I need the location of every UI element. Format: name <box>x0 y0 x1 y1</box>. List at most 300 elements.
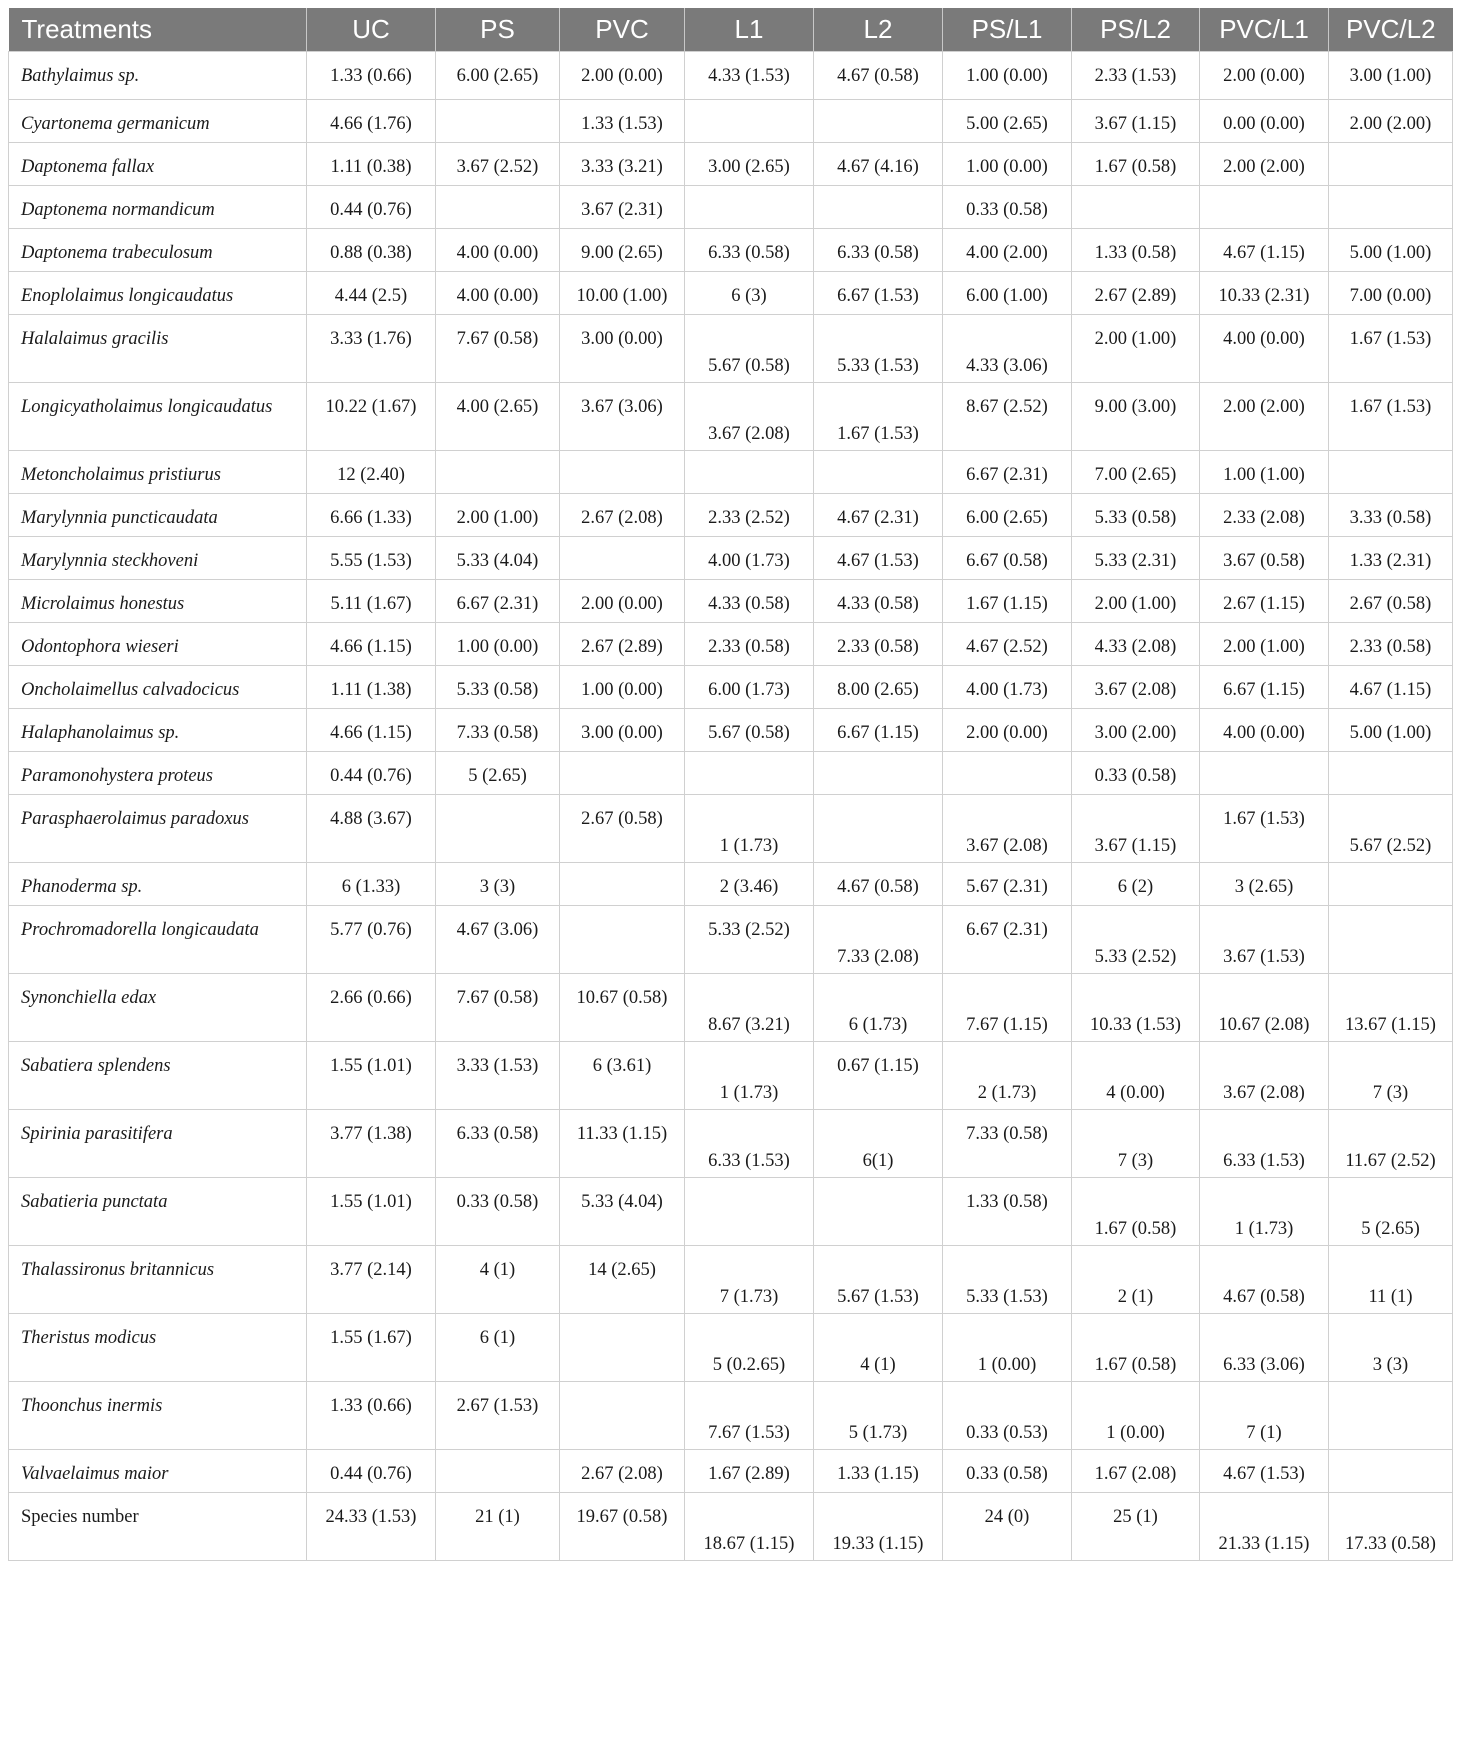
value-cell <box>943 623 1072 666</box>
value-cell <box>560 709 685 752</box>
value-text: 2 (3.46) <box>719 877 779 897</box>
value-text: 14 (2.65) <box>588 1260 656 1280</box>
value-text: 17.33 (0.58) <box>1345 1534 1436 1554</box>
value-cell <box>814 974 943 1042</box>
value-text: 19.33 (1.15) <box>832 1534 924 1554</box>
value-cell <box>814 623 943 666</box>
value-cell <box>436 1314 560 1382</box>
value-cell <box>560 1382 685 1450</box>
value-cell <box>1072 451 1200 494</box>
value-cell <box>436 795 560 863</box>
value-text: 0.33 (0.58) <box>1094 766 1177 786</box>
value-text: 7.67 (0.58) <box>456 988 539 1008</box>
value-cell <box>1200 863 1329 906</box>
value-cell <box>436 1110 560 1178</box>
value-cell <box>943 1178 1072 1246</box>
value-text: 7 (1) <box>1246 1423 1282 1443</box>
value-cell <box>436 666 560 709</box>
value-text: 1.67 (2.89) <box>708 1464 790 1484</box>
value-cell <box>814 229 943 272</box>
value-cell <box>814 1178 943 1246</box>
value-cell <box>1200 229 1329 272</box>
value-text <box>1200 186 1328 197</box>
value-cell <box>814 1382 943 1450</box>
value-cell <box>1072 1314 1200 1382</box>
value-text: 6 (2) <box>1117 877 1154 897</box>
value-text: 3.67 (0.58) <box>1223 551 1305 571</box>
value-cell <box>685 795 814 863</box>
value-cell <box>814 666 943 709</box>
value-text: 9.00 (3.00) <box>1094 397 1177 417</box>
value-text: 5.33 (2.52) <box>1094 947 1177 967</box>
value-text: 6.33 (0.58) <box>837 243 919 263</box>
value-cell <box>1200 623 1329 666</box>
value-cell <box>814 1110 943 1178</box>
value-cell <box>307 1382 436 1450</box>
value-cell <box>1200 315 1329 383</box>
value-cell <box>307 537 436 580</box>
value-text: 4.33 (0.58) <box>708 594 790 614</box>
value-text: 7.33 (0.58) <box>456 723 539 743</box>
value-cell <box>943 143 1072 186</box>
value-cell <box>685 1042 814 1110</box>
value-cell <box>943 795 1072 863</box>
value-cell <box>560 623 685 666</box>
value-cell <box>436 186 560 229</box>
value-cell <box>307 863 436 906</box>
species-name-cell: Spirinia parasitifera <box>9 1110 307 1178</box>
species-name-cell: Marylynnia steckhoveni <box>9 537 307 580</box>
header-pvc-l2: PVC/L2 <box>1329 8 1453 52</box>
value-text: 6.67 (1.15) <box>837 723 919 743</box>
value-cell <box>1329 1042 1453 1110</box>
value-text: 13.67 (1.15) <box>1345 1015 1436 1035</box>
value-cell <box>685 315 814 383</box>
value-text: 3.33 (1.53) <box>456 1056 539 1076</box>
value-text: 1.33 (0.66) <box>330 66 412 86</box>
value-text: 5 (1.73) <box>848 1423 908 1443</box>
value-text: 5.33 (4.04) <box>581 1192 663 1212</box>
value-cell <box>1200 383 1329 451</box>
value-cell <box>1329 315 1453 383</box>
value-text: 5.00 (1.00) <box>1349 243 1432 263</box>
value-cell <box>1329 795 1453 863</box>
value-text: 0.33 (0.58) <box>456 1192 539 1212</box>
value-text: 1.67 (0.58) <box>1094 1355 1177 1375</box>
value-text: 0.33 (0.53) <box>966 1423 1048 1443</box>
value-text: 4.00 (2.65) <box>456 397 539 417</box>
value-text: 2.67 (2.08) <box>581 1464 663 1484</box>
header-uc: UC <box>307 8 436 52</box>
value-cell <box>685 1178 814 1246</box>
value-cell <box>1200 580 1329 623</box>
value-cell <box>307 186 436 229</box>
value-cell <box>307 623 436 666</box>
value-text: 1.33 (0.66) <box>330 1396 412 1416</box>
value-text: 2.67 (0.58) <box>581 809 663 829</box>
value-cell <box>436 752 560 795</box>
value-cell <box>685 100 814 143</box>
value-text: 6.00 (2.65) <box>456 66 539 86</box>
value-cell <box>943 974 1072 1042</box>
species-name-cell: Marylynnia puncticaudata <box>9 494 307 537</box>
table-row <box>9 1450 1453 1493</box>
value-text: 0.44 (0.76) <box>330 1464 412 1484</box>
value-cell <box>685 906 814 974</box>
value-text: 3 (3) <box>479 877 516 897</box>
value-text <box>685 1178 813 1189</box>
value-text <box>1329 752 1452 763</box>
value-text: 9.00 (2.65) <box>581 243 663 263</box>
value-text: 12 (2.40) <box>337 465 405 485</box>
value-text: 7 (1.73) <box>719 1287 779 1307</box>
value-cell <box>943 52 1072 100</box>
value-cell <box>943 100 1072 143</box>
value-cell <box>943 1246 1072 1314</box>
value-cell <box>560 906 685 974</box>
value-text <box>436 100 559 111</box>
value-cell <box>685 974 814 1042</box>
value-text <box>1329 1382 1452 1393</box>
value-cell <box>560 666 685 709</box>
value-cell <box>1200 795 1329 863</box>
species-name-cell: Daptonema normandicum <box>9 186 307 229</box>
value-text: 5.00 (2.65) <box>966 114 1048 134</box>
value-text: 10.00 (1.00) <box>576 286 668 306</box>
value-text: 4.88 (3.67) <box>330 809 412 829</box>
value-cell <box>1072 1042 1200 1110</box>
value-text <box>1072 186 1199 197</box>
value-text: 4.66 (1.15) <box>330 637 412 657</box>
table-row <box>9 186 1453 229</box>
value-text: 0.33 (0.58) <box>966 1464 1048 1484</box>
value-cell <box>685 666 814 709</box>
value-text: 4.00 (0.00) <box>1223 329 1305 349</box>
value-text: 4.00 (0.00) <box>1223 723 1305 743</box>
value-text: 4.67 (1.53) <box>837 551 919 571</box>
value-text: 6(1) <box>862 1151 894 1171</box>
value-cell <box>1072 315 1200 383</box>
value-text: 3.00 (0.00) <box>581 723 663 743</box>
header-l1: L1 <box>685 8 814 52</box>
value-text: 1 (1.73) <box>719 1083 779 1103</box>
value-text: 4 (1) <box>479 1260 516 1280</box>
value-cell <box>943 580 1072 623</box>
value-cell <box>1329 1110 1453 1178</box>
value-text <box>814 100 942 111</box>
value-cell <box>307 315 436 383</box>
value-cell <box>814 863 943 906</box>
value-cell <box>814 906 943 974</box>
value-cell <box>1072 229 1200 272</box>
value-text: 2 (1.73) <box>977 1083 1037 1103</box>
value-cell <box>436 709 560 752</box>
value-cell <box>685 52 814 100</box>
value-cell <box>1072 709 1200 752</box>
value-cell <box>1329 100 1453 143</box>
value-cell <box>560 1493 685 1561</box>
value-cell <box>436 1246 560 1314</box>
value-text: 2.00 (0.00) <box>966 723 1048 743</box>
table-row <box>9 1246 1453 1314</box>
value-cell <box>1200 1382 1329 1450</box>
value-text: 1.00 (0.00) <box>581 680 663 700</box>
species-name-cell: Paramonohystera proteus <box>9 752 307 795</box>
value-text: 1.00 (0.00) <box>456 637 539 657</box>
value-cell <box>814 315 943 383</box>
value-cell <box>307 709 436 752</box>
value-cell <box>1200 272 1329 315</box>
value-text: 7.00 (0.00) <box>1349 286 1432 306</box>
value-cell <box>1200 1042 1329 1110</box>
value-text: 0.44 (0.76) <box>330 766 412 786</box>
value-text: 0.44 (0.76) <box>330 200 412 220</box>
value-cell <box>436 1450 560 1493</box>
value-text <box>560 752 684 763</box>
value-text: 4.33 (0.58) <box>837 594 919 614</box>
value-text <box>436 451 559 462</box>
value-cell <box>1072 974 1200 1042</box>
value-text: 1.55 (1.67) <box>330 1328 412 1348</box>
value-text: 8.67 (3.21) <box>708 1015 790 1035</box>
value-cell <box>560 1314 685 1382</box>
species-name-cell: Halalaimus gracilis <box>9 315 307 383</box>
value-text: 10.33 (2.31) <box>1218 286 1310 306</box>
value-cell <box>943 1314 1072 1382</box>
value-cell <box>307 666 436 709</box>
value-cell <box>1072 752 1200 795</box>
value-cell <box>1072 272 1200 315</box>
value-cell <box>1200 752 1329 795</box>
value-text: 2.33 (0.58) <box>1349 637 1432 657</box>
value-cell <box>1329 666 1453 709</box>
value-text: 5.67 (2.52) <box>1349 836 1432 856</box>
value-cell <box>1072 383 1200 451</box>
value-text: 1.33 (0.58) <box>966 1192 1048 1212</box>
value-cell <box>1329 537 1453 580</box>
value-cell <box>814 272 943 315</box>
value-text <box>436 795 559 806</box>
value-text: 2.00 (0.00) <box>581 594 663 614</box>
value-cell <box>1200 1450 1329 1493</box>
value-text: 2.33 (0.58) <box>708 637 790 657</box>
table-row <box>9 315 1453 383</box>
value-cell <box>1072 143 1200 186</box>
value-cell <box>943 494 1072 537</box>
value-text: 1 (0.00) <box>1106 1423 1165 1443</box>
value-text: 1 (1.73) <box>719 836 779 856</box>
species-name-cell: Valvaelaimus maior <box>9 1450 307 1493</box>
value-text: 3.67 (2.08) <box>1094 680 1177 700</box>
value-text <box>1329 186 1452 197</box>
value-cell <box>560 1042 685 1110</box>
value-cell <box>436 143 560 186</box>
value-text: 21.33 (1.15) <box>1218 1534 1310 1554</box>
value-text: 5.33 (1.53) <box>837 356 919 376</box>
value-text: 4.00 (0.00) <box>456 243 539 263</box>
value-text: 1.33 (0.58) <box>1094 243 1177 263</box>
value-text: 11.33 (1.15) <box>576 1124 668 1144</box>
value-cell <box>685 451 814 494</box>
value-text: 4.67 (2.52) <box>966 637 1048 657</box>
value-text <box>1329 451 1452 462</box>
value-text: 4.00 (1.73) <box>708 551 790 571</box>
table-row <box>9 451 1453 494</box>
value-text: 4.00 (2.00) <box>966 243 1048 263</box>
value-text: 4.67 (2.31) <box>837 508 919 528</box>
value-text: 3.67 (2.08) <box>708 424 790 444</box>
value-cell <box>943 666 1072 709</box>
value-text: 6.67 (1.53) <box>837 286 919 306</box>
value-text: 1.11 (0.38) <box>330 157 412 177</box>
value-text <box>436 1450 559 1461</box>
value-text <box>436 186 559 197</box>
value-cell <box>814 1450 943 1493</box>
value-cell <box>1072 52 1200 100</box>
value-cell <box>1200 186 1329 229</box>
header-ps-l2: PS/L2 <box>1072 8 1200 52</box>
value-text: 3.67 (3.06) <box>581 397 663 417</box>
value-text <box>560 1314 684 1325</box>
value-cell <box>943 1042 1072 1110</box>
value-text: 5.67 (1.53) <box>837 1287 919 1307</box>
table-row <box>9 580 1453 623</box>
value-cell <box>1200 451 1329 494</box>
value-cell <box>943 1493 1072 1561</box>
value-text: 8.00 (2.65) <box>837 680 919 700</box>
value-cell <box>1072 1493 1200 1561</box>
value-text <box>1329 143 1452 154</box>
value-text: 3.67 (2.08) <box>1223 1083 1305 1103</box>
value-text: 6.00 (2.65) <box>966 508 1048 528</box>
species-name-cell: Odontophora wieseri <box>9 623 307 666</box>
value-text: 3.67 (2.31) <box>581 200 663 220</box>
species-name-cell: Parasphaerolaimus paradoxus <box>9 795 307 863</box>
species-name-cell: Daptonema fallax <box>9 143 307 186</box>
value-cell <box>307 1314 436 1382</box>
value-text: 4.67 (0.58) <box>837 66 919 86</box>
value-text: 2.00 (1.00) <box>1094 594 1177 614</box>
value-text: 4.66 (1.15) <box>330 723 412 743</box>
value-text: 6 (3.61) <box>592 1056 652 1076</box>
value-text: 2.00 (2.00) <box>1223 157 1305 177</box>
value-cell <box>1072 580 1200 623</box>
value-cell <box>307 494 436 537</box>
value-text: 5.33 (2.31) <box>1094 551 1177 571</box>
value-cell <box>814 143 943 186</box>
value-text: 3.67 (1.15) <box>1094 836 1177 856</box>
table-row <box>9 752 1453 795</box>
value-text: 1.33 (1.15) <box>837 1464 919 1484</box>
value-cell <box>685 1314 814 1382</box>
value-cell <box>685 1382 814 1450</box>
species-name-cell: Phanoderma sp. <box>9 863 307 906</box>
value-cell <box>307 100 436 143</box>
table-row <box>9 1382 1453 1450</box>
value-text: 4.67 (1.15) <box>1349 680 1432 700</box>
value-cell <box>307 272 436 315</box>
value-cell <box>943 709 1072 752</box>
value-text <box>1329 1450 1452 1461</box>
value-text: 11 (1) <box>1368 1287 1413 1307</box>
value-cell <box>436 580 560 623</box>
value-cell <box>1072 494 1200 537</box>
value-text: 5.00 (1.00) <box>1349 723 1432 743</box>
value-cell <box>436 383 560 451</box>
value-text: 5.33 (0.58) <box>456 680 539 700</box>
value-cell <box>560 1450 685 1493</box>
value-text: 2.66 (0.66) <box>330 988 412 1008</box>
value-cell <box>1200 974 1329 1042</box>
value-cell <box>1329 1450 1453 1493</box>
value-text: 10.67 (0.58) <box>576 988 668 1008</box>
value-text: 4.33 (3.06) <box>966 356 1048 376</box>
value-cell <box>1329 580 1453 623</box>
value-text: 4.66 (1.76) <box>330 114 412 134</box>
value-cell <box>1072 1110 1200 1178</box>
value-text: 7.67 (1.53) <box>708 1423 790 1443</box>
species-name-cell: Thoonchus inermis <box>9 1382 307 1450</box>
value-cell <box>685 580 814 623</box>
value-text: 2.33 (2.52) <box>708 508 790 528</box>
value-cell <box>685 623 814 666</box>
value-cell <box>1200 1493 1329 1561</box>
value-cell <box>560 451 685 494</box>
value-text <box>560 863 684 874</box>
value-cell <box>1200 537 1329 580</box>
value-cell <box>685 1450 814 1493</box>
value-text: 7.33 (0.58) <box>966 1124 1048 1144</box>
value-text: 6.33 (0.58) <box>708 243 790 263</box>
value-text <box>1329 863 1452 874</box>
value-text: 2.00 (0.00) <box>1223 66 1305 86</box>
table-row <box>9 52 1453 100</box>
value-text <box>560 451 684 462</box>
value-cell <box>1329 229 1453 272</box>
table-row <box>9 272 1453 315</box>
value-text: 2.00 (0.00) <box>581 66 663 86</box>
value-text: 5.33 (4.04) <box>456 551 539 571</box>
table-row <box>9 1493 1453 1561</box>
value-cell <box>814 100 943 143</box>
value-text: 4.67 (0.58) <box>837 877 919 897</box>
value-text: 6.67 (0.58) <box>966 551 1048 571</box>
value-cell <box>814 52 943 100</box>
value-text: 3.33 (0.58) <box>1349 508 1432 528</box>
value-text: 2.67 (1.53) <box>456 1396 539 1416</box>
value-cell <box>814 451 943 494</box>
value-cell <box>436 451 560 494</box>
value-text: 3.67 (1.15) <box>1094 114 1177 134</box>
value-text: 6.00 (1.73) <box>708 680 790 700</box>
value-text: 3.00 (1.00) <box>1349 66 1432 86</box>
value-cell <box>436 863 560 906</box>
value-text: 6 (1.33) <box>341 877 401 897</box>
value-text: 3.00 (2.00) <box>1094 723 1177 743</box>
value-text: 1.33 (2.31) <box>1349 551 1432 571</box>
species-name-cell: Theristus modicus <box>9 1314 307 1382</box>
value-text: 6.66 (1.33) <box>330 508 412 528</box>
value-text: 2.00 (1.00) <box>1223 637 1305 657</box>
table-row <box>9 1314 1453 1382</box>
table-row <box>9 383 1453 451</box>
value-cell <box>1200 143 1329 186</box>
value-text <box>814 795 942 806</box>
value-cell <box>1200 1246 1329 1314</box>
value-cell <box>943 315 1072 383</box>
value-cell <box>307 580 436 623</box>
species-name-cell: Enoplolaimus longicaudatus <box>9 272 307 315</box>
